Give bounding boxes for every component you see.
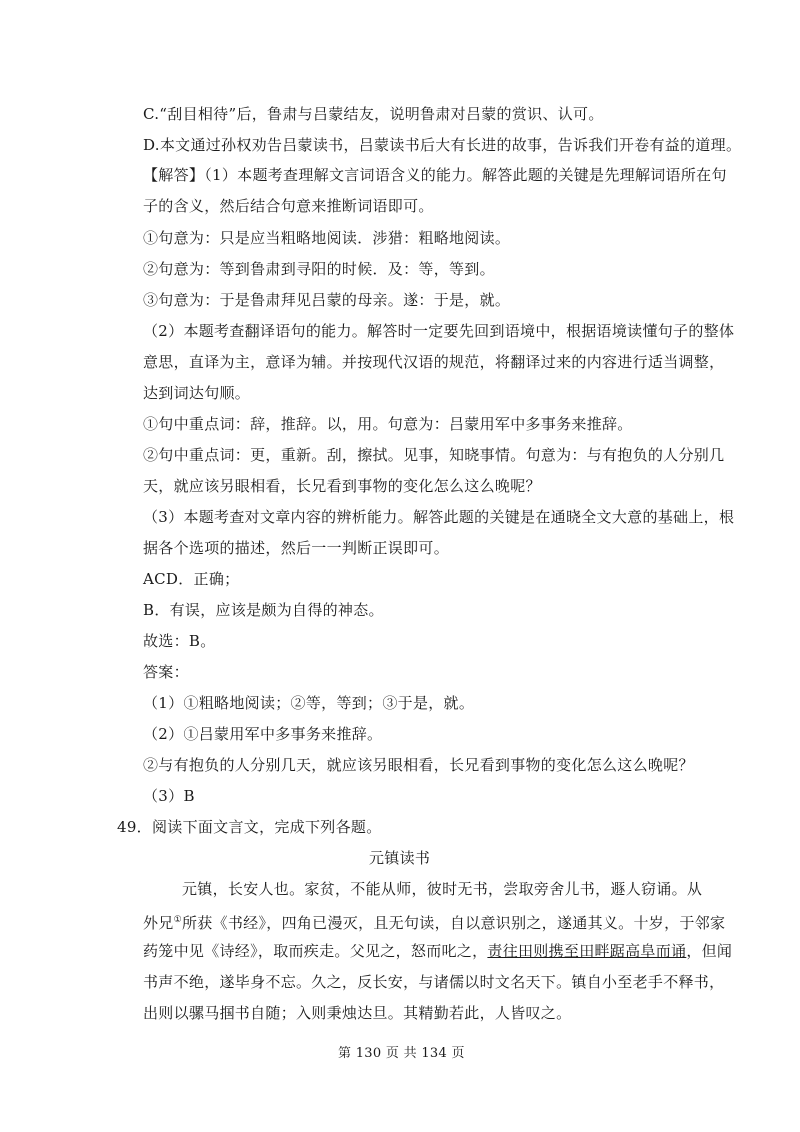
question-49: 49．阅读下面文言文，完成下列各题。	[117, 818, 382, 836]
answer-analysis-2: （2）本题考查翻译语句的能力。解答时一定要先回到语境中，根据语境读懂句子的整体	[143, 322, 735, 340]
footnote-marker: ①	[173, 915, 182, 925]
answer-analysis-2-end: 达到词达句顺。	[143, 384, 251, 402]
underlined-sentence: 责往田则携至田畔踞高阜而诵	[487, 942, 687, 960]
answer-2-2: ②与有抱负的人分别几天，就应该另眼相看，长兄看到事物的变化怎么这么晚呢？	[143, 756, 694, 774]
answer-analysis-1-cont: 子的含义，然后结合句意来推断词语即可。	[143, 197, 434, 215]
item-1-3: ③句意为：于是鲁肃拜见吕蒙的母亲。遂：于是，就。	[143, 291, 511, 309]
option-d: D.本文通过孙权劝告吕蒙读书，吕蒙读书后大有长进的故事，告诉我们开卷有益的道理。	[143, 136, 742, 154]
answer-analysis-1: 【解答】（1）本题考查理解文言词语含义的能力。解答此题的关键是先理解词语所在句	[143, 166, 727, 184]
answer-1: （1）①粗略地阅读；②等，等到；③于是，就。	[143, 694, 475, 712]
passage-line-2: 外兄①所获《书经》，四角已漫灭，且无句读，自以意识别之，遂通其义。十岁，于邻家	[143, 914, 726, 932]
answer-analysis-3: （3）本题考查对文章内容的辨析能力。解答此题的关键是在通晓全文大意的基础上，根	[143, 508, 735, 526]
answer-3: （3）B	[143, 787, 195, 805]
page-footer: 第 130 页 共 134 页	[338, 1046, 465, 1061]
passage-line-1: 元镇，长安人也。家贫，不能从师，彼时无书，尝取旁舍儿书，遯人窃诵。从	[182, 880, 703, 898]
passage-line-3: 药笼中见《诗经》，取而疾走。父见之，怒而叱之，责往田则携至田畔踞高阜而诵，但闻	[143, 942, 733, 960]
item-2-2: ②句中重点词：更，重新。刮，擦拭。见事，知晓事情。句意为：与有抱负的人分别几	[143, 446, 725, 464]
answer-2-1: （2）①吕蒙用军中多事务来推辞。	[143, 725, 383, 743]
item-1-2: ②句意为：等到鲁肃到寻阳的时候．及：等，等到。	[143, 260, 495, 278]
passage-line-4: 书声不绝，遂毕身不忘。久之，反长安，与诸儒以时文名天下。镇自小至老手不释书，	[143, 973, 725, 991]
item-2-1: ①句中重点词：辞，推辞。以，用。句意为：吕蒙用军中多事务来推辞。	[143, 415, 633, 433]
option-c: C.“刮目相待”后，鲁肃与吕蒙结友，说明鲁肃对吕蒙的赏识、认可。	[143, 105, 604, 123]
passage-line-5: 出则以骡马掴书自随；入则秉烛达旦。其精勤若此，人皆叹之。	[143, 1004, 572, 1022]
answer-analysis-2-cont: 意思，直译为主，意译为辅。并按现代汉语的规范，将翻译过来的内容进行适当调整，	[143, 353, 725, 371]
item-2-2-cont: 天，就应该另眼相看，长兄看到事物的变化怎么这么晚呢？	[143, 477, 541, 495]
passage-title: 元镇读书	[369, 849, 431, 867]
item-1-1: ①句意为：只是应当粗略地阅读．涉猎：粗略地阅读。	[143, 229, 511, 247]
b-wrong: B．有误，应该是颇为自得的神态。	[143, 601, 384, 619]
choice-result: 故选：B。	[143, 632, 216, 650]
answer-heading: 答案：	[143, 663, 189, 681]
acd-correct: ACD．正确；	[143, 570, 240, 588]
answer-analysis-3-cont: 据各个选项的描述，然后一一判断正误即可。	[143, 539, 450, 557]
